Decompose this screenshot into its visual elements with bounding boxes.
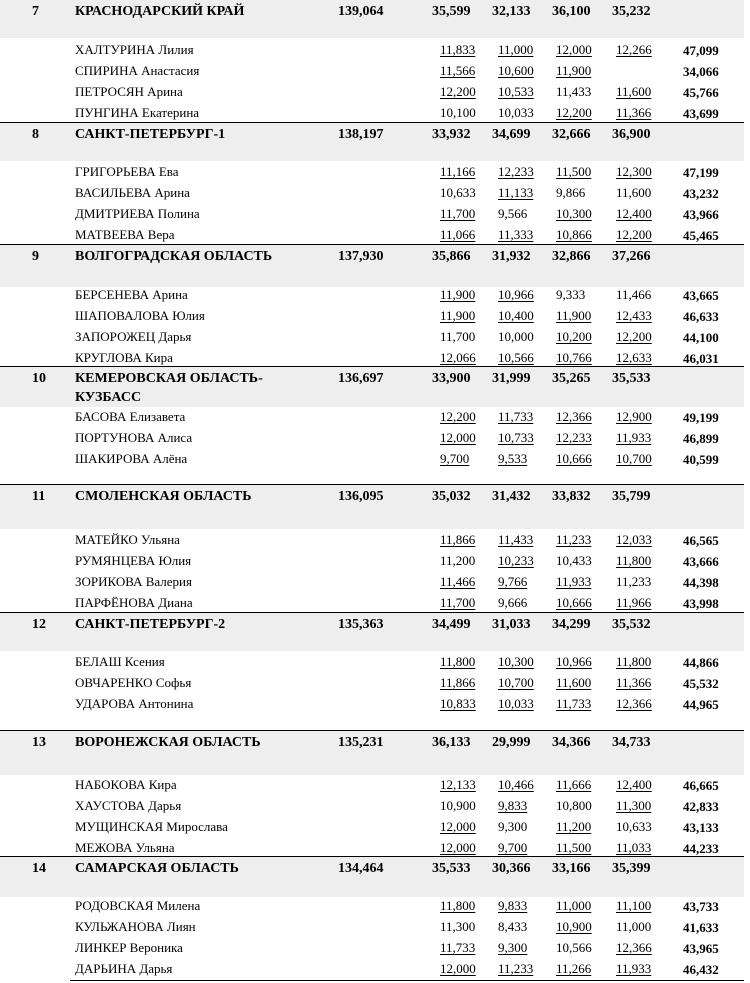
athlete-total-score: 41,633: [683, 920, 719, 935]
athlete-apparatus-score: 11,000: [616, 919, 652, 934]
team-total-score: 135,231: [338, 735, 384, 750]
team-rank: 7: [32, 4, 39, 19]
athlete-apparatus-score: 10,533: [498, 84, 534, 99]
athlete-apparatus-score: 12,633: [616, 350, 652, 365]
athlete-apparatus-score: 10,900: [556, 919, 592, 934]
athlete-apparatus-score: 10,233: [498, 553, 534, 568]
athlete-apparatus-score: 12,200: [440, 84, 476, 99]
athlete-apparatus-score: 9,300: [498, 940, 528, 955]
athlete-row: [0, 306, 744, 327]
athlete-name: РОДОВСКАЯ Милена: [75, 898, 201, 913]
team-apparatus-score: 35,032: [432, 489, 471, 504]
athlete-apparatus-score: 11,500: [556, 164, 592, 179]
athlete-row: [0, 896, 744, 917]
athlete-apparatus-score: 10,600: [498, 63, 534, 78]
athlete-total-score: 42,833: [683, 799, 719, 814]
athlete-total-score: 46,665: [683, 778, 719, 793]
athlete-row: [0, 959, 744, 980]
team-apparatus-score: 34,366: [552, 735, 591, 750]
athlete-apparatus-score: 12,000: [440, 840, 476, 855]
athlete-total-score: 45,465: [683, 228, 719, 243]
athlete-apparatus-score: 11,233: [498, 961, 534, 976]
athlete-total-score: 34,066: [683, 64, 719, 79]
athlete-apparatus-score: 11,600: [616, 185, 652, 200]
team-apparatus-score: 36,133: [432, 735, 471, 750]
athlete-apparatus-score: 10,966: [556, 654, 592, 669]
athlete-apparatus-score: 9,333: [556, 287, 586, 302]
team-apparatus-score: 36,100: [552, 4, 591, 19]
athlete-total-score: 43,965: [683, 941, 719, 956]
athlete-apparatus-score: 12,366: [616, 940, 652, 955]
athlete-apparatus-score: 12,033: [616, 532, 652, 547]
athlete-total-score: 43,666: [683, 554, 719, 569]
athlete-apparatus-score: 12,900: [616, 409, 652, 424]
athlete-apparatus-score: 11,033: [616, 840, 652, 855]
team-rank: 9: [32, 249, 39, 264]
athlete-total-score: 43,699: [683, 106, 719, 121]
team-name: САНКТ-ПЕТЕРБУРГ-1: [75, 127, 226, 142]
team-rank: 13: [32, 735, 46, 750]
athlete-apparatus-score: 10,566: [498, 350, 534, 365]
athlete-apparatus-score: 10,566: [556, 940, 592, 955]
athlete-row: [0, 796, 744, 817]
athlete-apparatus-score: 11,233: [616, 574, 652, 589]
athlete-apparatus-score: 11,566: [440, 63, 476, 78]
team-rank: 14: [32, 861, 46, 876]
athlete-apparatus-score: 9,666: [498, 595, 528, 610]
athlete-apparatus-score: 12,400: [616, 777, 652, 792]
athlete-apparatus-score: 10,700: [616, 451, 652, 466]
athlete-apparatus-score: 11,733: [556, 696, 592, 711]
athlete-apparatus-score: 11,433: [556, 84, 592, 99]
athlete-apparatus-score: 11,933: [616, 430, 652, 445]
athlete-name: ПЕТРОСЯН Арина: [75, 84, 183, 99]
athlete-total-score: 43,133: [683, 820, 719, 835]
athlete-total-score: 44,233: [683, 841, 719, 856]
athlete-row: [0, 183, 744, 204]
athlete-apparatus-score: 11,933: [556, 574, 592, 589]
athlete-apparatus-score: 12,200: [616, 329, 652, 344]
athlete-name: ШАПОВАЛОВА Юлия: [75, 308, 205, 323]
team-apparatus-score: 33,932: [432, 127, 471, 142]
athlete-apparatus-score: 11,600: [616, 84, 652, 99]
team-apparatus-score: 35,265: [552, 371, 591, 386]
team-apparatus-score: 35,799: [612, 489, 651, 504]
athlete-apparatus-score: 11,300: [616, 798, 652, 813]
team-rank: 10: [32, 371, 46, 386]
athlete-apparatus-score: 9,566: [498, 206, 528, 221]
athlete-row: [0, 204, 744, 225]
athlete-apparatus-score: 11,666: [556, 777, 592, 792]
athlete-apparatus-score: 11,900: [440, 287, 476, 302]
athlete-name: МАТВЕЕВА Вера: [75, 227, 175, 242]
athlete-name: ДАРЬИНА Дарья: [75, 961, 173, 976]
athlete-row: [0, 673, 744, 694]
team-apparatus-score: 34,299: [552, 617, 591, 632]
athlete-name: БЕЛАШ Ксения: [75, 654, 165, 669]
team-header-row: [0, 484, 744, 529]
athlete-apparatus-score: 10,733: [498, 430, 534, 445]
athlete-total-score: 40,599: [683, 452, 719, 467]
athlete-name: ПУНГИНА Екатерина: [75, 105, 200, 120]
team-apparatus-score: 31,932: [492, 249, 531, 264]
athlete-apparatus-score: 12,366: [556, 409, 592, 424]
athlete-apparatus-score: 10,100: [440, 105, 476, 120]
team-rank: 11: [32, 489, 46, 504]
team-total-score: 136,697: [338, 371, 384, 386]
athlete-apparatus-score: 11,133: [498, 185, 534, 200]
athlete-apparatus-score: 9,533: [498, 451, 528, 466]
team-total-score: 137,930: [338, 249, 384, 264]
athlete-apparatus-score: 11,933: [616, 961, 652, 976]
athlete-apparatus-score: 10,033: [498, 696, 534, 711]
athlete-apparatus-score: 12,000: [556, 42, 592, 57]
athlete-apparatus-score: 12,000: [440, 961, 476, 976]
team-total-score: 135,363: [338, 617, 384, 632]
team-apparatus-score: 35,232: [612, 4, 651, 19]
athlete-apparatus-score: 10,300: [498, 654, 534, 669]
athlete-apparatus-score: 12,200: [616, 227, 652, 242]
team-header-row: [0, 0, 744, 38]
athlete-apparatus-score: 10,700: [498, 675, 534, 690]
athlete-apparatus-score: 12,366: [616, 696, 652, 711]
athlete-apparatus-score: 9,700: [440, 451, 470, 466]
athlete-apparatus-score: 12,266: [616, 42, 652, 57]
athlete-apparatus-score: 11,700: [440, 329, 476, 344]
athlete-apparatus-score: 10,833: [440, 696, 476, 711]
athlete-apparatus-score: 12,066: [440, 350, 476, 365]
athlete-row: [0, 572, 744, 593]
team-header-row: [0, 244, 744, 287]
team-header-row: [0, 122, 744, 161]
athlete-row: [0, 327, 744, 348]
athlete-name: БАСОВА Елизавета: [75, 409, 186, 424]
team-apparatus-score: 29,999: [492, 735, 531, 750]
athlete-apparatus-score: 11,800: [440, 654, 476, 669]
athlete-total-score: 47,199: [683, 165, 719, 180]
athlete-total-score: 43,232: [683, 186, 719, 201]
team-apparatus-score: 31,999: [492, 371, 531, 386]
athlete-total-score: 49,199: [683, 410, 719, 425]
athlete-row: [0, 82, 744, 103]
team-rank: 8: [32, 127, 39, 142]
team-total-score: 136,095: [338, 489, 384, 504]
athlete-apparatus-score: 12,133: [440, 777, 476, 792]
team-total-score: 138,197: [338, 127, 384, 142]
athlete-name: ЗАПОРОЖЕЦ Дарья: [75, 329, 192, 344]
athlete-apparatus-score: 11,466: [440, 574, 476, 589]
team-apparatus-score: 34,733: [612, 735, 651, 750]
athlete-name: ГРИГОРЬЕВА Ева: [75, 164, 179, 179]
athlete-apparatus-score: 10,766: [556, 350, 592, 365]
team-apparatus-score: 36,900: [612, 127, 651, 142]
athlete-apparatus-score: 10,633: [440, 185, 476, 200]
team-apparatus-score: 35,866: [432, 249, 471, 264]
team-header-row: [0, 366, 744, 407]
athlete-apparatus-score: 12,000: [440, 430, 476, 445]
athlete-row: [0, 40, 744, 61]
athlete-apparatus-score: 9,866: [556, 185, 586, 200]
athlete-apparatus-score: 11,733: [440, 940, 476, 955]
athlete-name: ВАСИЛЬЕВА Арина: [75, 185, 190, 200]
athlete-row: [0, 103, 744, 124]
athlete-row: [0, 652, 744, 673]
athlete-apparatus-score: 12,433: [616, 308, 652, 323]
athlete-apparatus-score: 10,033: [498, 105, 534, 120]
athlete-apparatus-score: 11,833: [440, 42, 476, 57]
athlete-apparatus-score: 10,633: [616, 819, 652, 834]
athlete-apparatus-score: 11,000: [498, 42, 534, 57]
athlete-apparatus-score: 11,733: [498, 409, 534, 424]
team-name: САМАРСКАЯ ОБЛАСТЬ: [75, 861, 239, 876]
athlete-total-score: 44,398: [683, 575, 719, 590]
athlete-row: [0, 694, 744, 715]
team-apparatus-score: 33,900: [432, 371, 471, 386]
athlete-name: ПОРТУНОВА Алиса: [75, 430, 193, 445]
athlete-total-score: 46,899: [683, 431, 719, 446]
athlete-apparatus-score: 11,366: [616, 105, 652, 120]
athlete-apparatus-score: 10,666: [556, 595, 592, 610]
team-apparatus-score: 35,399: [612, 861, 651, 876]
athlete-name: МАТЕЙКО Ульяна: [75, 532, 180, 547]
athlete-apparatus-score: 9,766: [498, 574, 528, 589]
athlete-apparatus-score: 10,900: [440, 798, 476, 813]
athlete-total-score: 44,100: [683, 330, 719, 345]
team-apparatus-score: 35,533: [612, 371, 651, 386]
athlete-apparatus-score: 10,800: [556, 798, 592, 813]
athlete-apparatus-score: 10,433: [556, 553, 592, 568]
athlete-apparatus-score: 10,866: [556, 227, 592, 242]
athlete-apparatus-score: 11,000: [556, 898, 592, 913]
athlete-name: СПИРИНА Анастасия: [75, 63, 200, 78]
team-header-row: [0, 612, 744, 651]
athlete-apparatus-score: 11,866: [440, 675, 476, 690]
athlete-apparatus-score: 11,966: [616, 595, 652, 610]
athlete-name: БЕРСЕНЕВА Арина: [75, 287, 188, 302]
team-apparatus-score: 30,366: [492, 861, 531, 876]
athlete-apparatus-score: 11,866: [440, 532, 476, 547]
athlete-name: ХАУСТОВА Дарья: [75, 798, 182, 813]
athlete-total-score: 43,665: [683, 288, 719, 303]
team-name: ВОРОНЕЖСКАЯ ОБЛАСТЬ: [75, 735, 261, 750]
athlete-apparatus-score: 11,200: [440, 553, 476, 568]
team-rank: 12: [32, 617, 46, 632]
athlete-total-score: 43,966: [683, 207, 719, 222]
athlete-name: КУЛЬЖАНОВА Лиян: [75, 919, 196, 934]
athlete-apparatus-score: 11,900: [556, 63, 592, 78]
athlete-apparatus-score: 11,100: [616, 898, 652, 913]
athlete-total-score: 45,766: [683, 85, 719, 100]
athlete-total-score: 43,733: [683, 899, 719, 914]
athlete-row: [0, 61, 744, 82]
team-total-score: 139,064: [338, 4, 384, 19]
team-name: ВОЛГОГРАДСКАЯ ОБЛАСТЬ: [75, 249, 273, 264]
athlete-row: [0, 817, 744, 838]
athlete-total-score: 46,633: [683, 309, 719, 324]
athlete-total-score: 46,031: [683, 351, 719, 366]
team-total-score: 134,464: [338, 861, 384, 876]
athlete-apparatus-score: 9,833: [498, 898, 528, 913]
athlete-total-score: 44,965: [683, 697, 719, 712]
athlete-row: [0, 285, 744, 306]
bottom-divider: [70, 980, 744, 981]
athlete-apparatus-score: 12,200: [556, 105, 592, 120]
athlete-apparatus-score: 12,233: [556, 430, 592, 445]
athlete-total-score: 46,565: [683, 533, 719, 548]
athlete-name: ЗОРИКОВА Валерия: [75, 574, 192, 589]
team-name: КРАСНОДАРСКИЙ КРАЙ: [75, 4, 245, 19]
team-apparatus-score: 32,133: [492, 4, 531, 19]
athlete-name: ЛИНКЕР Вероника: [75, 940, 183, 955]
athlete-apparatus-score: 12,233: [498, 164, 534, 179]
athlete-row: [0, 917, 744, 938]
athlete-apparatus-score: 11,433: [498, 532, 534, 547]
athlete-total-score: 43,998: [683, 596, 719, 611]
athlete-apparatus-score: 11,166: [440, 164, 476, 179]
athlete-row: [0, 593, 744, 614]
athlete-apparatus-score: 11,200: [556, 819, 592, 834]
athlete-apparatus-score: 11,366: [616, 675, 652, 690]
athlete-apparatus-score: 10,400: [498, 308, 534, 323]
athlete-apparatus-score: 11,800: [616, 553, 652, 568]
athlete-total-score: 47,099: [683, 43, 719, 58]
athlete-apparatus-score: 11,500: [556, 840, 592, 855]
athlete-apparatus-score: 11,700: [440, 206, 476, 221]
athlete-name: ДМИТРИЕВА Полина: [75, 206, 200, 221]
athlete-apparatus-score: 12,000: [440, 819, 476, 834]
athlete-apparatus-score: 11,600: [556, 675, 592, 690]
athlete-row: [0, 449, 744, 470]
athlete-apparatus-score: 9,700: [498, 840, 528, 855]
athlete-apparatus-score: 10,000: [498, 329, 534, 344]
team-apparatus-score: 34,499: [432, 617, 471, 632]
athlete-apparatus-score: 11,700: [440, 595, 476, 610]
athlete-row: [0, 428, 744, 449]
team-header-row: [0, 856, 744, 897]
athlete-apparatus-score: 11,466: [616, 287, 652, 302]
athlete-apparatus-score: 10,666: [556, 451, 592, 466]
team-apparatus-score: 32,666: [552, 127, 591, 142]
athlete-total-score: 46,432: [683, 962, 719, 977]
athlete-row: [0, 530, 744, 551]
team-apparatus-score: 35,532: [612, 617, 651, 632]
athlete-row: [0, 225, 744, 246]
athlete-row: [0, 551, 744, 572]
athlete-apparatus-score: 11,800: [440, 898, 476, 913]
team-apparatus-score: 37,266: [612, 249, 651, 264]
athlete-apparatus-score: 12,400: [616, 206, 652, 221]
team-name: САНКТ-ПЕТЕРБУРГ-2: [75, 617, 226, 632]
athlete-apparatus-score: 10,966: [498, 287, 534, 302]
athlete-apparatus-score: 11,300: [440, 919, 476, 934]
athlete-apparatus-score: 11,266: [556, 961, 592, 976]
athlete-apparatus-score: 11,900: [440, 308, 476, 323]
athlete-name: КРУГЛОВА Кира: [75, 350, 173, 365]
athlete-apparatus-score: 9,833: [498, 798, 528, 813]
team-apparatus-score: 31,432: [492, 489, 531, 504]
athlete-row: [0, 162, 744, 183]
athlete-name: ОВЧАРЕНКО Софья: [75, 675, 192, 690]
athlete-apparatus-score: 12,200: [440, 409, 476, 424]
team-apparatus-score: 35,533: [432, 861, 471, 876]
athlete-name: ХАЛТУРИНА Лилия: [75, 42, 194, 57]
athlete-apparatus-score: 10,300: [556, 206, 592, 221]
athlete-name: МЕЖОВА Ульяна: [75, 840, 175, 855]
athlete-name: ПАРФЁНОВА Диана: [75, 595, 193, 610]
athlete-apparatus-score: 11,066: [440, 227, 476, 242]
team-apparatus-score: 34,699: [492, 127, 531, 142]
athlete-apparatus-score: 11,233: [556, 532, 592, 547]
athlete-apparatus-score: 10,200: [556, 329, 592, 344]
athlete-apparatus-score: 11,333: [498, 227, 534, 242]
athlete-apparatus-score: 10,466: [498, 777, 534, 792]
athlete-name: МУЩИНСКАЯ Мирослава: [75, 819, 228, 834]
team-apparatus-score: 35,599: [432, 4, 471, 19]
athlete-total-score: 45,532: [683, 676, 719, 691]
athlete-name: НАБОКОВА Кира: [75, 777, 177, 792]
athlete-row: [0, 938, 744, 959]
athlete-apparatus-score: 11,900: [556, 308, 592, 323]
team-apparatus-score: 32,866: [552, 249, 591, 264]
team-header-row: [0, 730, 744, 775]
athlete-total-score: 44,866: [683, 655, 719, 670]
team-apparatus-score: 31,033: [492, 617, 531, 632]
team-apparatus-score: 33,832: [552, 489, 591, 504]
athlete-apparatus-score: 8,433: [498, 919, 528, 934]
athlete-name: ШАКИРОВА Алёна: [75, 451, 188, 466]
athlete-name: РУМЯНЦЕВА Юлия: [75, 553, 192, 568]
team-apparatus-score: 33,166: [552, 861, 591, 876]
athlete-apparatus-score: 12,300: [616, 164, 652, 179]
athlete-row: [0, 407, 744, 428]
athlete-apparatus-score: 9,300: [498, 819, 528, 834]
athlete-apparatus-score: 11,800: [616, 654, 652, 669]
athlete-row: [0, 775, 744, 796]
team-name: КЕМЕРОВСКАЯ ОБЛАСТЬ-КУЗБАСС: [75, 371, 263, 405]
team-name: СМОЛЕНСКАЯ ОБЛАСТЬ: [75, 489, 252, 504]
athlete-name: УДАРОВА Антонина: [75, 696, 194, 711]
